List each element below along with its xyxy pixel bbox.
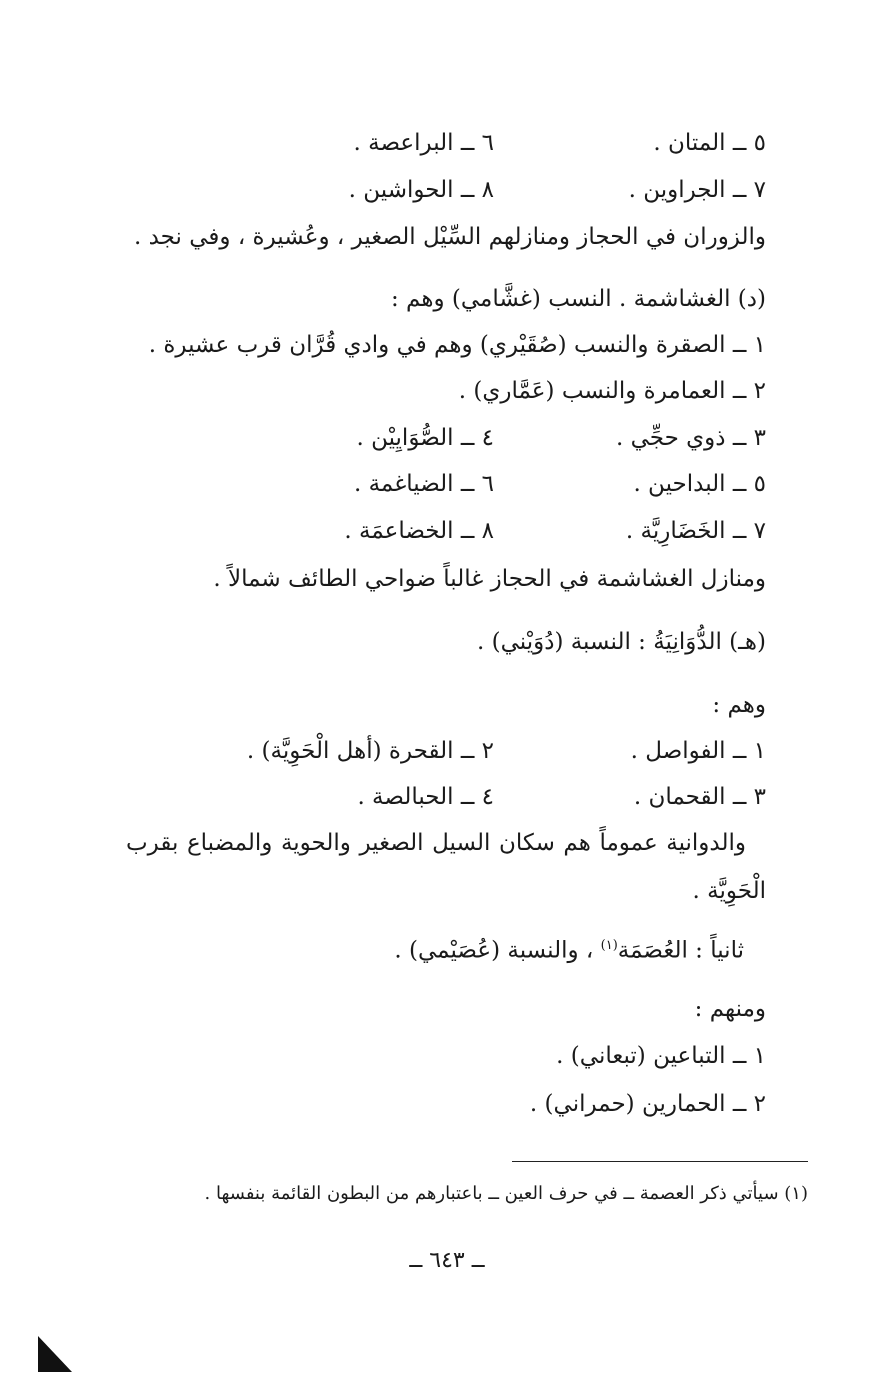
footnote-ref: (١) — [600, 938, 618, 953]
footnote-divider — [512, 1161, 808, 1162]
list-item: ١ ــ الفواصل . — [630, 738, 766, 764]
list-item: ٤ ــ الحبالصة . — [357, 784, 494, 810]
list-item: ١ ــ الصقرة والنسب (صُقَيْري) وهم في وادي قُرَّان قرب عشيرة . — [148, 332, 766, 358]
paragraph-line — [126, 826, 766, 860]
heading-text: ، والنسبة (عُصَيْمي) . — [394, 937, 601, 964]
page-number: ــ ٦٤٣ ــ — [409, 1248, 485, 1273]
list-item: ٢ ــ القحرة (أهل الْحَوِيَّة) . — [246, 738, 494, 764]
paragraph-text: والدوانية عموماً هم سكان السيل الصغير والحوية والمضباع بقرب — [126, 830, 746, 856]
list-item: ٦ ــ البراعصة . — [353, 130, 494, 156]
list-item: ٦ ــ الضياغمة . — [353, 471, 494, 497]
list-item: ٥ ــ المتان . — [653, 130, 766, 156]
list-item: ٢ ــ الحمارين (حمراني) . — [529, 1091, 766, 1117]
heading-text: ثانياً : العُصَمَة — [617, 937, 744, 964]
list-item: ٨ ــ الخضاعمَة . — [344, 518, 494, 544]
list-item: ٣ ــ ذوي حجِّي . — [616, 425, 766, 451]
section-heading — [394, 929, 744, 968]
list-item: ٥ ــ البداحين . — [633, 471, 766, 497]
footnote: (١) سيأتي ذكر العصمة ــ في حرف العين ــ باعتبارهم من البطون القائمة بنفسها . — [204, 1183, 808, 1204]
paragraph-line: ومنهم : — [694, 996, 766, 1022]
list-item: ٧ ــ الجراوين . — [628, 177, 766, 203]
section-heading: (هـ) الدُّوَانِيَةُ : النسبة (دُوَيْني) . — [476, 629, 766, 655]
list-item: ٤ ــ الصُّوَايِيْن . — [356, 425, 494, 451]
corner-triangle-icon — [38, 1336, 72, 1372]
list-item: ٧ ــ الخَضَارِيَّة . — [625, 518, 766, 544]
list-item: ٨ ــ الحواشين . — [348, 177, 494, 203]
paragraph-line: وهم : — [712, 692, 766, 718]
paragraph-line: والزوران في الحجاز ومنازلهم السِّيْل الصغير ، وعُشيرة ، وفي نجد . — [133, 224, 766, 250]
list-item: ٢ ــ العمامرة والنسب (عَمَّاري) . — [458, 378, 766, 404]
paragraph-line: ومنازل الغشاشمة في الحجاز غالباً ضواحي الطائف شمالاً . — [213, 566, 766, 592]
list-item: ٣ ــ القحمان . — [633, 784, 766, 810]
list-item: ١ ــ التباعين (تبعاني) . — [556, 1043, 766, 1069]
paragraph-line: الْحَوِيَّة . — [692, 878, 766, 904]
section-heading: (د) الغشاشمة . النسب (غشَّامي) وهم : — [390, 286, 766, 312]
